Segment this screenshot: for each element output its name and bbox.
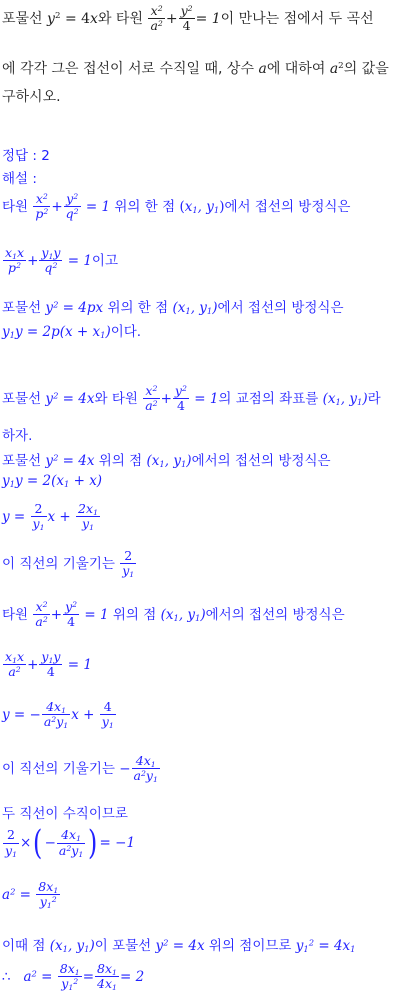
explanation-line: 포물선 $y^2 = 4x$ 위의 점 ($x_1$, $y_1$)에서의 접선의 방정식은 (2, 452, 331, 470)
explanation-line: 타원 $\frac{x^2}{a^2}$ + $\frac{y^2}{4}$ = 1 위의 점 ($x_1$, $y_1$)에서의 접선의 방정식은 (2, 599, 345, 630)
explanation-line: 두 직선이 수직이므로 (2, 806, 128, 822)
question-text: 의 값을 (343, 61, 389, 77)
question-text: 이 만나는 점에서 두 곡선 (220, 10, 374, 27)
explanation-line: 타원 $\frac{x^2}{p^2}$ + $\frac{y^2}{q^2}$ = 1 위의 한 점 ($x_1$, $y_1$)에서 접선의 방정식은 (2, 191, 351, 222)
question-text: 포물선 (2, 10, 43, 27)
answer-label: 정답 : 2 (2, 148, 50, 164)
question-text: 와 타원 (97, 10, 143, 27)
question-line-2: 에 각각 그은 접선이 서로 수직일 때, 상수 a에 대하여 $a^2$의 값을 (2, 61, 389, 77)
explanation-line: $\frac{x_1x}{p^2}$ + $\frac{y_1y}{q^2}$ = 1이고 (5, 245, 119, 276)
explanation-line: $a^2$ = $\frac{8x_1}{y_1^2}$ (2, 879, 59, 911)
explanation-line: 이 직선의 기울기는 − $\frac{4x_1}{a^2y_1}$ (2, 753, 158, 785)
explanation-line: y = − $\frac{4x_1}{a^2y_1}$ x + $\frac{4}{y_1}$ (2, 699, 114, 731)
explanation-line: 이때 점 ($x_1$, $y_1$)이 포물선 $y^2 = 4x$ 위의 점이므로 $y_1^2 = 4x_1$ (2, 937, 356, 955)
explanation-line: 포물선 $y^2 = 4x$와 타원 $\frac{x^2}{a^2}$ + $\frac{y^2}{4}$ = 1의 교점의 좌표를 ($x_1$, $y_1$)라 (2, 383, 381, 414)
question-line-3 (2, 86, 61, 106)
explanation-line: $y_1y = 2p(x + x_1)$이다. (2, 324, 142, 341)
explanation-line: $\frac{x_1x}{a^2}$ + $\frac{y_1y}{4}$ = 1 (5, 649, 92, 680)
explanation-line: 하자. (2, 428, 33, 444)
explanation-line: 포물선 $y^2 = 4px$ 위의 한 점 ($x_1$, $y_1$)에서 접선의 방정식은 (2, 299, 344, 317)
explanation-line: $\frac{2}{y_1}$ ×( − $\frac{4x_1}{a^2y_1}$ ) = −1 (5, 823, 136, 863)
explanation-label: 해설 : (2, 171, 37, 187)
question-text: 에 각각 그은 접선이 서로 수직일 때, 상수 (2, 61, 254, 77)
explanation-line: ∴ $a^2$ = $\frac{8x_1}{y_1^2}$ = $\frac{8x_1}{4x_1}$ = 2 (2, 961, 145, 993)
question-line-1: 포물선 $y^2 = 4x$와 타원 $\frac{x^2}{a^2}$ + $\frac{y^2}{4}$ = 1이 만나는 점에서 두 곡선 (2, 3, 374, 34)
question-text: 구하시오. (2, 89, 61, 105)
explanation-line: y = $\frac{2}{y_1}$ x + $\frac{2x_1}{y_1}$ (2, 501, 98, 533)
question-text: 에 대하여 (266, 61, 326, 77)
explanation-line: $y_1y = 2(x_1 + x)$ (2, 473, 103, 490)
explanation-line: 이 직선의 기울기는 $\frac{2}{y_1}$ (2, 548, 135, 580)
